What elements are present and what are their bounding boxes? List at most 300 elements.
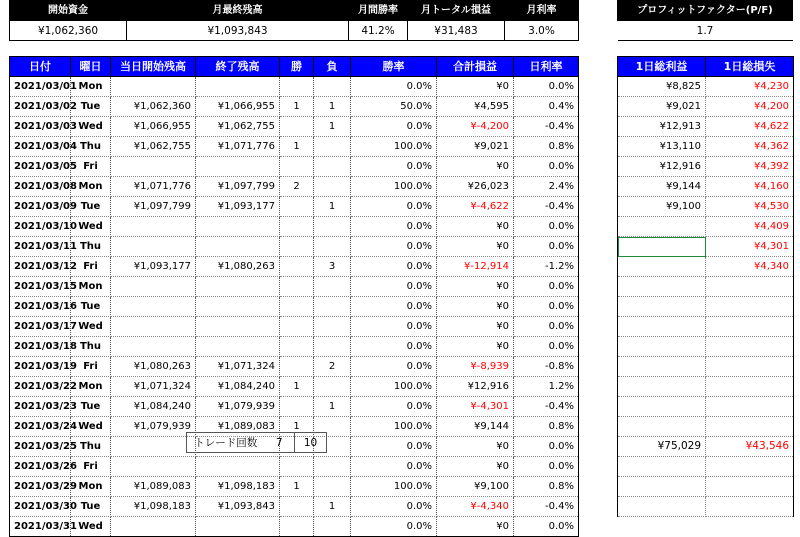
losses-cell[interactable] — [314, 137, 351, 157]
total-pl-cell[interactable]: ¥0 — [437, 437, 514, 457]
weekday-cell[interactable]: Mon — [71, 177, 111, 197]
list-item — [618, 177, 794, 197]
daily-loss-cell[interactable] — [706, 337, 794, 357]
daily-loss-cell[interactable]: ¥4,530 — [706, 197, 794, 217]
total-pl-cell[interactable]: ¥0 — [437, 517, 514, 537]
daily-loss-cell[interactable]: ¥4,340 — [706, 257, 794, 277]
daily-return-cell[interactable]: 0.0% — [514, 237, 579, 257]
daily-profit-cell[interactable] — [618, 297, 706, 317]
losses-cell[interactable] — [314, 157, 351, 177]
end-balance-cell[interactable] — [196, 237, 280, 257]
daily-loss-cell[interactable]: ¥4,301 — [706, 237, 794, 257]
daily-loss-cell[interactable] — [706, 397, 794, 417]
daily-return-cell[interactable]: 0.0% — [514, 217, 579, 237]
end-balance-cell[interactable] — [196, 77, 280, 97]
start-balance-cell[interactable] — [111, 517, 196, 537]
date-cell[interactable]: 2021/03/10 — [10, 217, 71, 237]
winrate-cell[interactable]: 50.0% — [351, 97, 437, 117]
end-balance-cell[interactable] — [196, 217, 280, 237]
date-cell[interactable]: 2021/03/03 — [10, 117, 71, 137]
start-balance-cell[interactable]: ¥1,062,360 — [111, 97, 196, 117]
daily-profit-cell[interactable]: ¥9,100 — [618, 197, 706, 217]
end-balance-cell[interactable]: ¥1,080,263 — [196, 257, 280, 277]
start-balance-cell[interactable]: ¥1,071,776 — [111, 177, 196, 197]
list-item — [618, 417, 794, 437]
date-cell[interactable]: 2021/03/31 — [10, 517, 71, 537]
winrate-cell[interactable]: 0.0% — [351, 217, 437, 237]
list-item — [618, 277, 794, 297]
end-balance-cell[interactable] — [196, 317, 280, 337]
winrate-cell[interactable]: 0.0% — [351, 497, 437, 517]
weekday-cell[interactable]: Fri — [71, 157, 111, 177]
wins-cell[interactable] — [280, 217, 314, 237]
date-cell[interactable]: 2021/03/30 — [10, 497, 71, 517]
start-balance-cell[interactable]: ¥1,066,955 — [111, 117, 196, 137]
date-cell[interactable]: 2021/03/26 — [10, 457, 71, 477]
trade-count-label: トレード回数 — [187, 433, 265, 453]
daily-loss-cell[interactable]: ¥4,362 — [706, 137, 794, 157]
weekday-cell[interactable]: Tue — [71, 97, 111, 117]
trade-count-wins[interactable]: 7 — [265, 433, 295, 453]
daily-profit-cell[interactable] — [618, 217, 706, 237]
daily-loss-cell[interactable]: ¥4,392 — [706, 157, 794, 177]
total-pl-cell[interactable]: ¥9,021 — [437, 137, 514, 157]
wins-cell[interactable] — [280, 257, 314, 277]
daily-profit-cell[interactable] — [618, 317, 706, 337]
start-balance-cell[interactable] — [111, 277, 196, 297]
trade-count-footer — [186, 432, 327, 453]
end-balance-cell[interactable]: ¥1,098,183 — [196, 477, 280, 497]
list-item — [618, 457, 794, 477]
losses-cell[interactable] — [314, 457, 351, 477]
daily-return-cell[interactable]: 0.0% — [514, 337, 579, 357]
losses-cell[interactable] — [314, 297, 351, 317]
start-balance-cell[interactable] — [111, 337, 196, 357]
list-item — [618, 337, 794, 357]
daily-profit-cell[interactable] — [618, 417, 706, 437]
losses-cell[interactable]: 1 — [314, 497, 351, 517]
weekday-cell[interactable]: Tue — [71, 397, 111, 417]
losses-cell[interactable] — [314, 477, 351, 497]
daily-loss-cell[interactable] — [706, 497, 794, 517]
winrate-cell[interactable]: 100.0% — [351, 377, 437, 397]
total-profit[interactable]: ¥75,029 — [657, 439, 701, 452]
daily-return-cell[interactable]: 0.8% — [514, 477, 579, 497]
header-month-return: 月利率 — [505, 1, 579, 21]
daily-profit-cell[interactable] — [618, 397, 706, 417]
start-balance-cell[interactable] — [111, 457, 196, 477]
daily-loss-cell[interactable] — [706, 357, 794, 377]
table-row — [10, 257, 579, 277]
losses-cell[interactable]: 1 — [314, 197, 351, 217]
wins-cell[interactable] — [280, 117, 314, 137]
list-item — [618, 157, 794, 177]
date-cell[interactable]: 2021/03/05 — [10, 157, 71, 177]
daily-loss-cell[interactable] — [706, 457, 794, 477]
losses-cell[interactable] — [314, 377, 351, 397]
daily-return-cell[interactable]: 0.4% — [514, 97, 579, 117]
winrate-cell[interactable]: 100.0% — [351, 477, 437, 497]
end-balance-cell[interactable]: ¥1,097,799 — [196, 177, 280, 197]
weekday-cell[interactable]: Wed — [71, 517, 111, 537]
start-balance-cell[interactable]: ¥1,084,240 — [111, 397, 196, 417]
total-pl-cell[interactable]: ¥0 — [437, 457, 514, 477]
date-cell[interactable]: 2021/03/09 — [10, 197, 71, 217]
daily-return-cell[interactable]: 1.2% — [514, 377, 579, 397]
list-item — [618, 197, 794, 217]
list-item — [618, 477, 794, 497]
losses-cell[interactable] — [314, 317, 351, 337]
end-balance-cell[interactable]: ¥1,093,177 — [196, 197, 280, 217]
weekday-cell[interactable]: Mon — [71, 477, 111, 497]
start-balance-cell[interactable]: ¥1,062,755 — [111, 137, 196, 157]
weekday-cell[interactable]: Wed — [71, 117, 111, 137]
winrate-cell[interactable]: 0.0% — [351, 317, 437, 337]
losses-cell[interactable]: 2 — [314, 357, 351, 377]
winrate-cell[interactable]: 0.0% — [351, 457, 437, 477]
start-balance-cell[interactable] — [111, 437, 196, 457]
wins-cell[interactable]: 1 — [280, 137, 314, 157]
losses-cell[interactable] — [314, 217, 351, 237]
daily-return-cell[interactable]: 0.8% — [514, 417, 579, 437]
end-balance-cell[interactable]: ¥1,071,776 — [196, 137, 280, 157]
date-cell[interactable]: 2021/03/12 — [10, 257, 71, 277]
total-pl-cell[interactable]: ¥4,595 — [437, 97, 514, 117]
losses-cell[interactable] — [314, 517, 351, 537]
winrate-cell[interactable]: 0.0% — [351, 517, 437, 537]
total-pl-cell[interactable]: ¥0 — [437, 217, 514, 237]
wins-cell[interactable] — [280, 197, 314, 217]
wins-cell[interactable] — [280, 77, 314, 97]
total-pl-cell[interactable]: ¥9,100 — [437, 477, 514, 497]
weekday-cell[interactable]: Tue — [71, 197, 111, 217]
total-pl-cell[interactable]: ¥0 — [437, 297, 514, 317]
total-pl-cell[interactable]: ¥0 — [437, 237, 514, 257]
wins-cell[interactable] — [280, 397, 314, 417]
wins-cell[interactable]: 1 — [280, 417, 314, 437]
summary-table — [9, 0, 579, 41]
col-wins: 勝 — [280, 57, 314, 77]
wins-cell[interactable] — [280, 457, 314, 477]
wins-cell[interactable] — [280, 357, 314, 377]
table-row — [10, 397, 579, 417]
col-weekday: 曜日 — [71, 57, 111, 77]
end-balance-cell[interactable] — [196, 157, 280, 177]
daily-profit-cell[interactable]: ¥12,916 — [618, 157, 706, 177]
daily-loss-cell[interactable] — [706, 377, 794, 397]
summary-value-row — [10, 21, 579, 41]
start-balance-cell[interactable]: ¥1,079,939 — [111, 417, 196, 437]
daily-profit-cell[interactable]: ¥9,144 — [618, 177, 706, 197]
daily-loss-cell[interactable]: ¥4,622 — [706, 117, 794, 137]
total-pl-cell[interactable]: ¥0 — [437, 277, 514, 297]
table-row — [10, 477, 579, 497]
table-header-row — [10, 57, 579, 77]
total-pl-cell[interactable]: ¥-4,340 — [437, 497, 514, 517]
start-balance-cell[interactable] — [111, 297, 196, 317]
table-row — [10, 517, 579, 537]
list-item — [618, 217, 794, 237]
daily-return-cell[interactable]: 0.0% — [514, 457, 579, 477]
wins-cell[interactable] — [280, 237, 314, 257]
date-cell[interactable]: 2021/03/24 — [10, 417, 71, 437]
winrate-cell[interactable]: 0.0% — [351, 257, 437, 277]
weekday-cell[interactable]: Mon — [71, 77, 111, 97]
daily-loss-cell[interactable] — [706, 277, 794, 297]
date-cell[interactable]: 2021/03/01 — [10, 77, 71, 97]
weekday-cell[interactable]: Tue — [71, 297, 111, 317]
daily-return-cell[interactable]: 0.0% — [514, 277, 579, 297]
weekday-cell[interactable]: Thu — [71, 337, 111, 357]
header-month-total-pl: 月トータル損益 — [408, 1, 505, 21]
end-balance-cell[interactable]: ¥1,084,240 — [196, 377, 280, 397]
weekday-cell[interactable]: Thu — [71, 237, 111, 257]
total-pl-cell[interactable]: ¥-12,914 — [437, 257, 514, 277]
total-pl-cell[interactable]: ¥0 — [437, 77, 514, 97]
date-cell[interactable]: 2021/03/04 — [10, 137, 71, 157]
start-balance-cell[interactable]: ¥1,089,083 — [111, 477, 196, 497]
daily-profit-cell[interactable]: ¥9,021 — [618, 97, 706, 117]
daily-return-cell[interactable]: 0.0% — [514, 317, 579, 337]
end-balance-cell[interactable] — [196, 457, 280, 477]
weekday-cell[interactable]: Wed — [71, 217, 111, 237]
winrate-cell[interactable]: 0.0% — [351, 337, 437, 357]
month-winrate-cell[interactable]: 41.2% — [349, 21, 408, 41]
daily-profit-cell[interactable] — [618, 277, 706, 297]
total-pl-cell[interactable]: ¥0 — [437, 317, 514, 337]
losses-cell[interactable] — [314, 177, 351, 197]
winrate-cell[interactable]: 0.0% — [351, 397, 437, 417]
daily-return-cell[interactable]: -0.8% — [514, 357, 579, 377]
weekday-cell[interactable]: Fri — [71, 257, 111, 277]
month-total-pl-cell[interactable]: ¥31,483 — [408, 21, 505, 41]
date-cell[interactable]: 2021/03/15 — [10, 277, 71, 297]
weekday-cell[interactable]: Fri — [71, 357, 111, 377]
date-cell[interactable]: 2021/03/22 — [10, 377, 71, 397]
date-cell[interactable]: 2021/03/23 — [10, 397, 71, 417]
end-balance-cell[interactable] — [196, 277, 280, 297]
wins-cell[interactable]: 1 — [280, 97, 314, 117]
table-row — [10, 337, 579, 357]
winrate-cell[interactable]: 0.0% — [351, 297, 437, 317]
wins-cell[interactable]: 1 — [280, 477, 314, 497]
daily-loss-cell[interactable]: ¥4,160 — [706, 177, 794, 197]
col-winrate: 勝率 — [351, 57, 437, 77]
total-loss[interactable]: ¥43,546 — [745, 439, 789, 452]
winrate-cell[interactable]: 100.0% — [351, 137, 437, 157]
wins-cell[interactable] — [280, 517, 314, 537]
wins-cell[interactable]: 2 — [280, 177, 314, 197]
total-pl-cell[interactable]: ¥-4,301 — [437, 397, 514, 417]
month-return-cell[interactable]: 3.0% — [505, 21, 579, 41]
daily-profit-cell[interactable]: ¥13,110 — [618, 137, 706, 157]
daily-return-cell[interactable]: 0.0% — [514, 517, 579, 537]
date-cell[interactable]: 2021/03/17 — [10, 317, 71, 337]
total-pl-cell[interactable]: ¥0 — [437, 337, 514, 357]
header-month-winrate: 月間勝率 — [349, 1, 408, 21]
daily-profit-cell[interactable]: ¥12,913 — [618, 117, 706, 137]
total-pl-cell[interactable]: ¥26,023 — [437, 177, 514, 197]
table-row — [10, 457, 579, 477]
daily-return-cell[interactable]: -0.4% — [514, 497, 579, 517]
start-balance-cell[interactable] — [111, 237, 196, 257]
daily-profit-cell[interactable]: ¥8,825 — [618, 77, 706, 97]
date-cell[interactable]: 2021/03/19 — [10, 357, 71, 377]
daily-profit-cell[interactable] — [618, 477, 706, 497]
total-pl-cell[interactable]: ¥-4,200 — [437, 117, 514, 137]
table-row — [10, 357, 579, 377]
date-cell[interactable]: 2021/03/16 — [10, 297, 71, 317]
end-balance-cell[interactable] — [196, 517, 280, 537]
weekday-cell[interactable]: Mon — [71, 377, 111, 397]
list-item — [618, 317, 794, 337]
end-balance-cell[interactable]: ¥1,093,843 — [196, 497, 280, 517]
date-cell[interactable]: 2021/03/29 — [10, 477, 71, 497]
weekday-cell[interactable]: Wed — [71, 417, 111, 437]
end-balance-cell[interactable]: ¥1,089,083 — [196, 417, 280, 437]
winrate-cell[interactable]: 0.0% — [351, 197, 437, 217]
start-balance-cell[interactable]: ¥1,071,324 — [111, 377, 196, 397]
col-daily-loss: 1日総損失 — [706, 57, 794, 77]
start-balance-cell[interactable] — [111, 77, 196, 97]
weekday-cell[interactable]: Wed — [71, 317, 111, 337]
list-item — [618, 297, 794, 317]
daily-loss-cell[interactable] — [706, 417, 794, 437]
winrate-cell[interactable]: 0.0% — [351, 237, 437, 257]
losses-cell[interactable] — [314, 77, 351, 97]
start-balance-cell[interactable]: ¥1,097,799 — [111, 197, 196, 217]
daily-loss-cell[interactable]: ¥4,230 — [706, 77, 794, 97]
header-start-capital: 開始資金 — [10, 1, 127, 21]
winrate-cell[interactable]: 0.0% — [351, 77, 437, 97]
wins-cell[interactable] — [280, 297, 314, 317]
daily-return-cell[interactable]: 0.0% — [514, 157, 579, 177]
winrate-cell[interactable]: 0.0% — [351, 277, 437, 297]
total-pl-cell[interactable]: ¥12,916 — [437, 377, 514, 397]
list-item — [618, 497, 794, 517]
header-month-final-balance: 月最終残高 — [127, 1, 349, 21]
daily-profit-cell[interactable] — [618, 237, 706, 257]
losses-cell[interactable]: 1 — [314, 117, 351, 137]
wins-cell[interactable]: 1 — [280, 377, 314, 397]
list-item — [618, 97, 794, 117]
weekday-cell[interactable]: Thu — [71, 437, 111, 457]
start-capital-cell[interactable]: ¥1,062,360 — [10, 21, 127, 41]
daily-loss-cell[interactable] — [706, 297, 794, 317]
list-item — [618, 77, 794, 97]
daily-return-cell[interactable]: 0.0% — [514, 77, 579, 97]
profit-factor-table — [617, 0, 793, 41]
daily-profit-cell[interactable] — [618, 457, 706, 477]
daily-return-cell[interactable]: -0.4% — [514, 197, 579, 217]
table-row — [10, 77, 579, 97]
table-row — [10, 97, 579, 117]
daily-loss-cell[interactable]: ¥4,200 — [706, 97, 794, 117]
daily-loss-cell[interactable]: ¥4,409 — [706, 217, 794, 237]
trade-count-losses[interactable]: 10 — [295, 433, 327, 453]
winrate-cell[interactable]: 0.0% — [351, 357, 437, 377]
daily-return-cell[interactable]: 0.0% — [514, 437, 579, 457]
winrate-cell[interactable]: 100.0% — [351, 177, 437, 197]
total-pl-cell[interactable]: ¥-8,939 — [437, 357, 514, 377]
end-balance-cell[interactable]: ¥1,079,939 — [196, 397, 280, 417]
losses-cell[interactable] — [314, 237, 351, 257]
wins-cell[interactable] — [280, 317, 314, 337]
daily-return-cell[interactable]: 0.8% — [514, 137, 579, 157]
daily-return-cell[interactable]: 0.0% — [514, 297, 579, 317]
total-pl-cell[interactable]: ¥-4,622 — [437, 197, 514, 217]
end-balance-cell[interactable]: ¥1,066,955 — [196, 97, 280, 117]
total-pl-cell[interactable]: ¥9,144 — [437, 417, 514, 437]
daily-return-cell[interactable]: -1.2% — [514, 257, 579, 277]
col-date: 日付 — [10, 57, 71, 77]
weekday-cell[interactable]: Mon — [71, 277, 111, 297]
losses-cell[interactable] — [314, 277, 351, 297]
col-total-pl: 合計損益 — [437, 57, 514, 77]
total-pl-cell[interactable]: ¥0 — [437, 157, 514, 177]
start-balance-cell[interactable] — [111, 317, 196, 337]
start-balance-cell[interactable] — [111, 157, 196, 177]
start-balance-cell[interactable] — [111, 217, 196, 237]
weekday-cell[interactable]: Thu — [71, 137, 111, 157]
daily-loss-cell[interactable] — [706, 477, 794, 497]
col-daily-return: 日利率 — [514, 57, 579, 77]
date-cell[interactable]: 2021/03/08 — [10, 177, 71, 197]
weekday-cell[interactable]: Tue — [71, 497, 111, 517]
date-cell[interactable]: 2021/03/25 — [10, 437, 71, 457]
losses-cell[interactable]: 3 — [314, 257, 351, 277]
daily-profit-cell[interactable] — [618, 337, 706, 357]
start-balance-cell[interactable]: ¥1,098,183 — [111, 497, 196, 517]
table-row — [10, 297, 579, 317]
winrate-cell[interactable]: 0.0% — [351, 437, 437, 457]
profit-factor-cell[interactable]: 1.7 — [618, 21, 793, 41]
date-cell[interactable]: 2021/03/18 — [10, 337, 71, 357]
date-cell[interactable]: 2021/03/02 — [10, 97, 71, 117]
month-final-balance-cell[interactable]: ¥1,093,843 — [127, 21, 349, 41]
wins-cell[interactable] — [280, 277, 314, 297]
end-balance-cell[interactable] — [196, 337, 280, 357]
daily-profit-cell[interactable] — [618, 257, 706, 277]
losses-cell[interactable] — [314, 337, 351, 357]
winrate-cell[interactable]: 100.0% — [351, 417, 437, 437]
winrate-cell[interactable]: 0.0% — [351, 117, 437, 137]
wins-cell[interactable] — [280, 157, 314, 177]
losses-cell[interactable]: 1 — [314, 397, 351, 417]
daily-return-cell[interactable]: -0.4% — [514, 397, 579, 417]
start-balance-cell[interactable]: ¥1,080,263 — [111, 357, 196, 377]
wins-cell[interactable] — [280, 337, 314, 357]
daily-loss-cell[interactable] — [706, 317, 794, 337]
daily-profit-cell[interactable] — [618, 497, 706, 517]
winrate-cell[interactable]: 0.0% — [351, 157, 437, 177]
end-balance-cell[interactable]: ¥1,071,324 — [196, 357, 280, 377]
wins-cell[interactable] — [280, 497, 314, 517]
daily-profit-cell[interactable] — [618, 357, 706, 377]
table-row — [10, 117, 579, 137]
daily-return-cell[interactable]: 2.4% — [514, 177, 579, 197]
losses-cell[interactable]: 1 — [314, 97, 351, 117]
date-cell[interactable]: 2021/03/11 — [10, 237, 71, 257]
daily-return-cell[interactable]: -0.4% — [514, 117, 579, 137]
weekday-cell[interactable]: Fri — [71, 457, 111, 477]
start-balance-cell[interactable]: ¥1,093,177 — [111, 257, 196, 277]
end-balance-cell[interactable]: ¥1,062,755 — [196, 117, 280, 137]
col-start-balance: 当日開始残高 — [111, 57, 196, 77]
end-balance-cell[interactable] — [196, 297, 280, 317]
daily-profit-cell[interactable] — [618, 377, 706, 397]
daily-totals — [617, 436, 793, 455]
